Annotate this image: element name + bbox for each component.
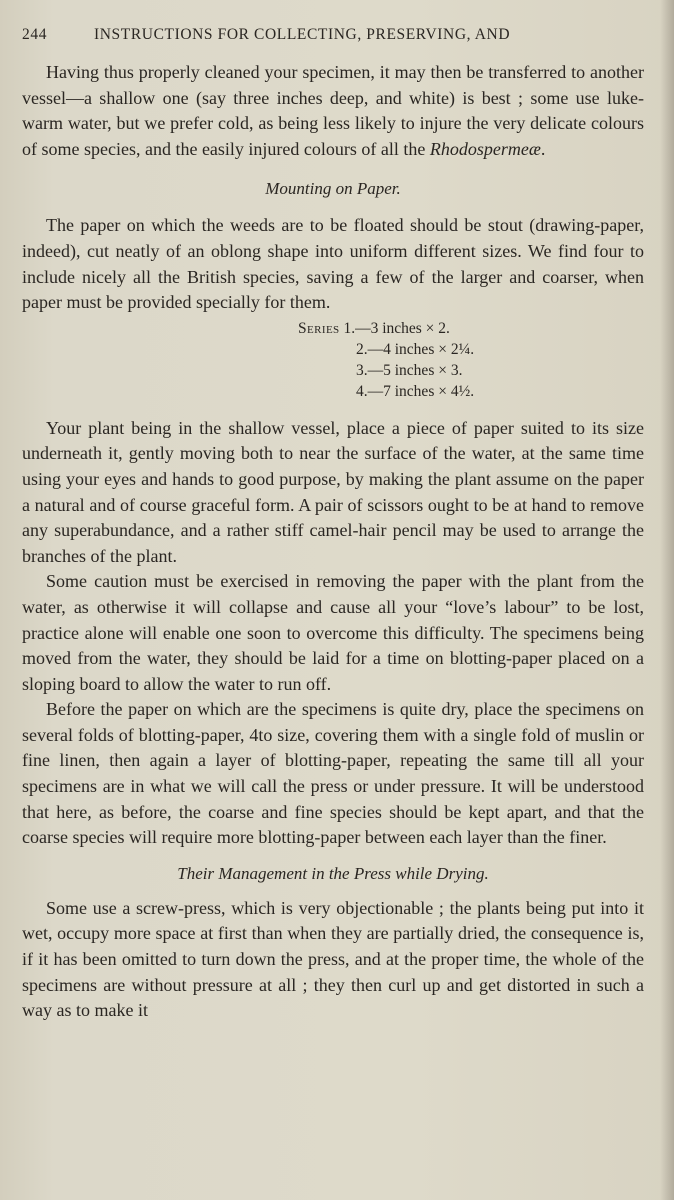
series-list bbox=[22, 318, 644, 402]
running-header bbox=[22, 26, 642, 52]
page-gutter-shadow bbox=[660, 0, 674, 1200]
paragraph-blotting: Before the paper on which are the specimens is quite dry, place the specimens on several folds of blotting-paper, 4to size, covering them with a single fold of muslin or fine linen, then again a layer of blotting-paper, repeating the same till all your specimens are in what we will call the press or under pressure. It will be understood that here, as before, the coarse and fine species should be kept apart, and that the coarse species will require more blotting-paper between each layer than the finer. bbox=[22, 699, 644, 848]
paragraph-cleaning-end: . bbox=[540, 138, 546, 159]
body-text bbox=[22, 60, 644, 1024]
page-number: 244 bbox=[22, 26, 48, 43]
running-title: INSTRUCTIONS FOR COLLECTING, PRESERVING, AND bbox=[94, 26, 511, 43]
rhodospermeae-term: Rhodospermeæ bbox=[429, 138, 541, 159]
paragraph-cleaning bbox=[22, 60, 644, 162]
series-label: Series bbox=[298, 319, 340, 337]
series-row bbox=[22, 381, 644, 402]
series-size: 1.—3 inches × 2. bbox=[343, 319, 450, 337]
paragraph-floating: Your plant being in the shallow vessel, place a piece of paper suited to its size underneath it, gently moving both to near the surface of the water, at the same time using your eyes and hands to good purpose, by making the plant assume on the paper a natural and of course graceful form. A pair of scissors ought to be at hand to remove any superabundance, and a rather stiff camel-hair pencil may be used to arrange the branches of the plant. bbox=[22, 417, 644, 566]
series-size: 2.—4 inches × 2¼. bbox=[356, 340, 475, 358]
series-size: 4.—7 inches × 4½. bbox=[356, 382, 475, 400]
paragraph-screw-press: Some use a screw-press, which is very objectionable ; the plants being put into it wet, occupy more space at first than when they are partially dried, the consequence is, if it has been omitted to turn down the press, and at the proper time, the whole of the specimens are without pressure at all ; they then curl up and get distorted in such a way as to make it bbox=[22, 897, 644, 1021]
paragraph-paper: The paper on which the weeds are to be floated should be stout (drawing-paper, indeed), cut neatly of an oblong shape into uniform different sizes. We find four to include nicely all the British species, saving a few of the larger and coarser, when paper must be provided specially for them. bbox=[22, 215, 644, 313]
paragraph-cleaning-text: Having thus properly cleaned your specimen, it may then be transferred to another vessel—a shallow one (say three inches deep, and white) is best ; some use luke-warm water, but we prefer cold, as being less likely to injure the very delicate colours of some species, and the easily injured colours of all the bbox=[22, 62, 644, 159]
series-size: 3.—5 inches × 3. bbox=[356, 361, 463, 379]
series-row bbox=[22, 318, 644, 339]
series-row bbox=[22, 339, 644, 360]
heading-mounting: Mounting on Paper. bbox=[265, 179, 401, 199]
heading-press: Their Management in the Press while Drying. bbox=[177, 863, 489, 883]
paragraph-removing: Some caution must be exercised in removing the paper with the plant from the water, as otherwise it will collapse and cause all your “love’s labour” to be lost, practice alone will enable one soon to overcome this difficulty. The specimens being moved from the water, they should be laid for a time on blotting-paper placed on a sloping board to allow the water to run off. bbox=[22, 571, 644, 694]
series-row bbox=[22, 360, 644, 381]
